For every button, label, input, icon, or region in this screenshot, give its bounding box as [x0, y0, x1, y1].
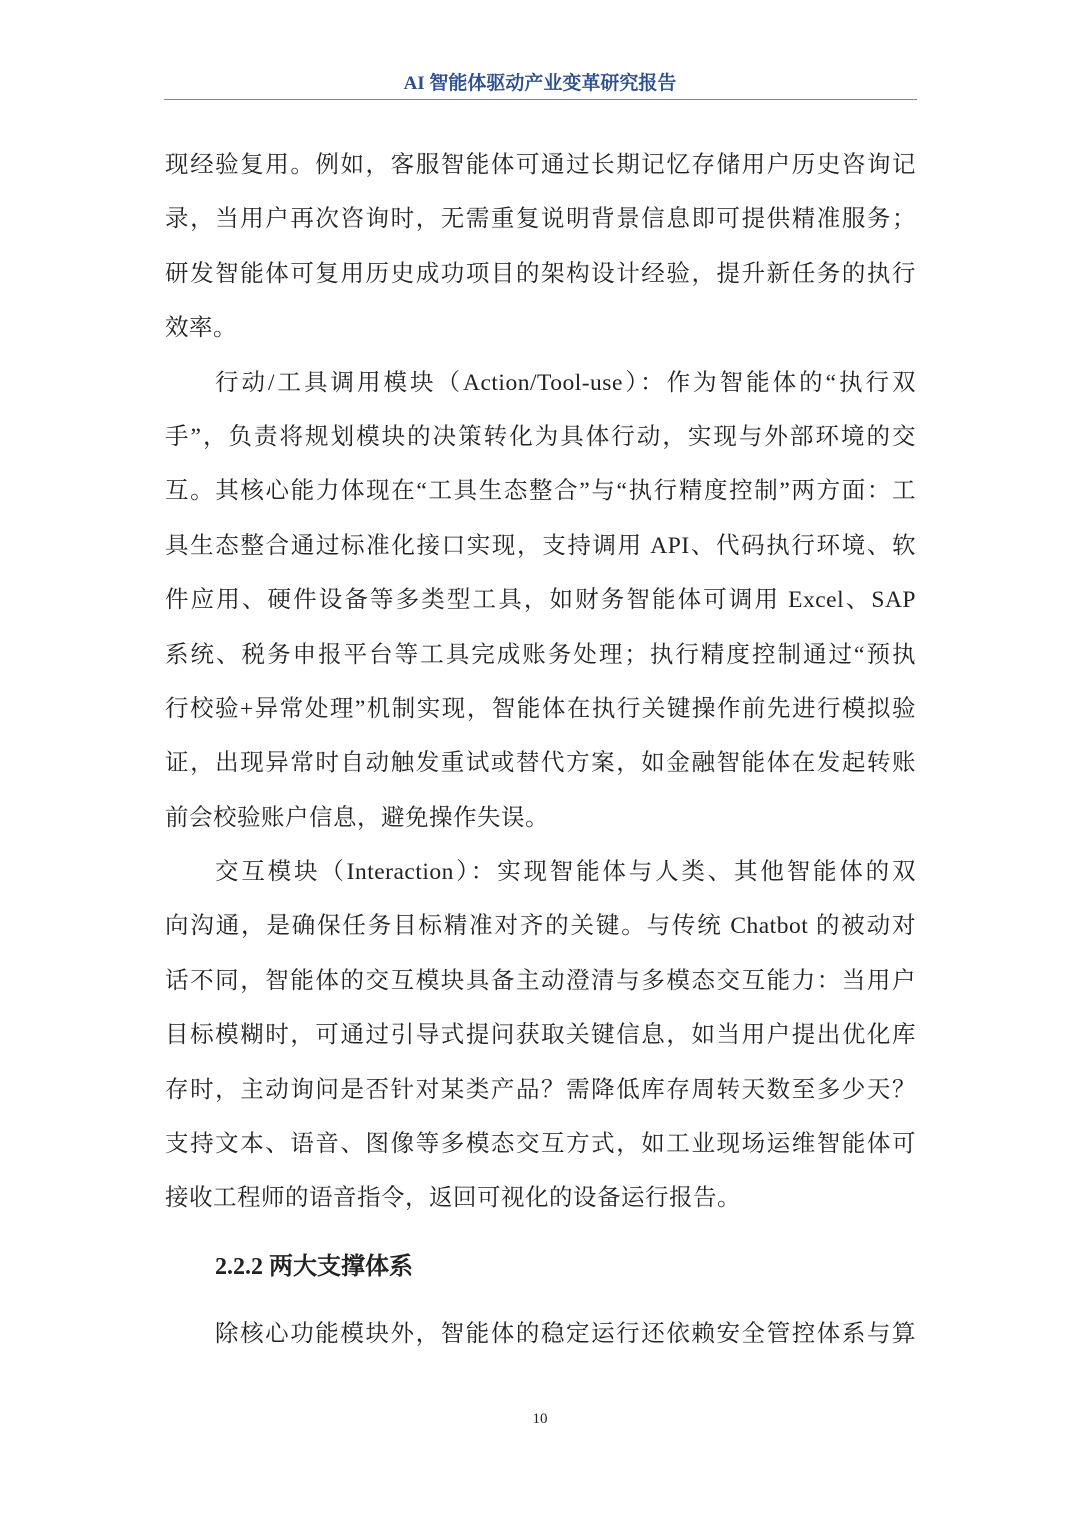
paragraph-memory	[165, 138, 916, 356]
body-text	[165, 138, 916, 1226]
text-line: 效率。	[165, 315, 237, 342]
text-line: 手”，负责将规划模块的决策转化为具体行动，实现与外部环境的交	[165, 423, 916, 450]
text-line: 现经验复用。例如，客服智能体可通过长期记忆存储用户历史咨询记	[165, 152, 916, 178]
text-line: 互。其核心能力体现在“工具生态整合”与“执行精度控制”两方面：工	[165, 478, 916, 505]
text-line: 件应用、硬件设备等多类型工具，如财务智能体可调用 Excel、SAP	[165, 587, 916, 614]
text-line: 录，当用户再次咨询时，无需重复说明背景信息即可提供精准服务；	[165, 206, 916, 233]
text-line: 除核心功能模块外，智能体的稳定运行还依赖安全管控体系与算	[215, 1321, 916, 1347]
text-line: 研发智能体可复用历史成功项目的架构设计经验，提升新任务的执行	[165, 260, 916, 287]
page-number: 10	[532, 1411, 548, 1427]
paragraph-support-systems	[165, 1307, 916, 1361]
paragraph-action-module	[165, 356, 916, 846]
text-line: 证，出现异常时自动触发重试或替代方案，如金融智能体在发起转账	[165, 750, 916, 777]
text-line: 行动/工具调用模块（Action/Tool-use）：作为智能体的“执行双	[215, 369, 916, 396]
text-line: 前会校验账户信息，避免操作失误。	[165, 804, 549, 831]
paragraph-interaction-module	[165, 845, 916, 1226]
text-line: 目标模糊时，可通过引导式提问获取关键信息，如当用户提出优化库	[165, 1022, 916, 1049]
text-line: 行校验+异常处理”机制实现，智能体在执行关键操作前先进行模拟验	[165, 695, 916, 722]
text-line: 接收工程师的语音指令，返回可视化的设备运行报告。	[165, 1185, 741, 1212]
text-line: 存时，主动询问是否针对某类产品？需降低库存周转天数至多少天？	[165, 1076, 916, 1103]
text-line: 系统、税务申报平台等工具完成账务处理；执行精度控制通过“预执	[165, 641, 916, 668]
text-line: 向沟通，是确保任务目标精准对齐的关键。与传统 Chatbot 的被动对	[165, 913, 916, 940]
section-heading: 2.2.2 两大支撑体系	[215, 1254, 413, 1280]
text-line: 具生态整合通过标准化接口实现，支持调用 API、代码执行环境、软	[165, 532, 916, 559]
running-header: AI 智能体驱动产业变革研究报告	[403, 73, 677, 94]
text-line: 支持文本、语音、图像等多模态交互方式，如工业现场运维智能体可	[165, 1131, 916, 1158]
text-line: 话不同，智能体的交互模块具备主动澄清与多模态交互能力：当用户	[165, 967, 916, 994]
text-line: 交互模块（Interaction）：实现智能体与人类、其他智能体的双	[215, 859, 916, 886]
header-divider	[164, 99, 917, 100]
